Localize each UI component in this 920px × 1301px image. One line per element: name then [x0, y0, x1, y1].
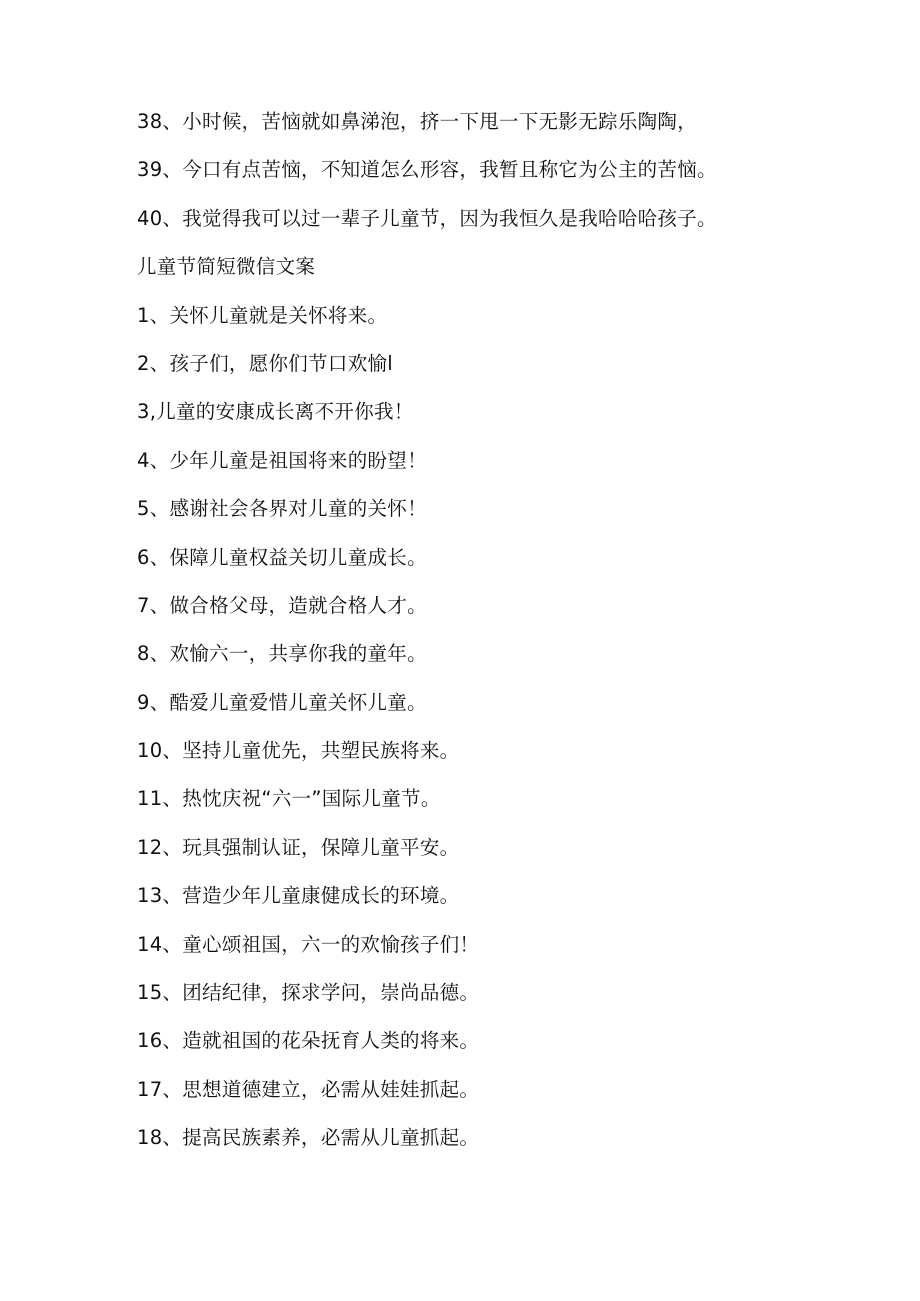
- section-heading: 儿童节简短微信文案: [137, 255, 316, 279]
- list-item: 12、玩具强制认证，保障儿童平安。: [137, 835, 460, 859]
- text-line-40: 40、我觉得我可以过一辈子儿童节，因为我恒久是我哈哈哈孩子。: [137, 206, 717, 230]
- list-item: 10、坚持儿童优先，共塑民族将来。: [137, 739, 460, 763]
- list-item: 16、造就祖国的花朵抚育人类的将来。: [137, 1029, 480, 1053]
- list-item: 6、保障儿童权益关切儿童成长。: [137, 545, 427, 569]
- list-item: 15、团结纪律，探求学问，崇尚品德。: [137, 981, 480, 1005]
- list-item: 18、提高民族素养，必需从儿童抓起。: [137, 1126, 480, 1150]
- list-item: 11、热忱庆祝“六一”国际儿童节。: [137, 787, 441, 811]
- list-item: 14、童心颂祖国，六一的欢愉孩子们！: [137, 932, 480, 956]
- list-item: 1、关怀儿童就是关怀将来。: [137, 303, 388, 327]
- list-item: 4、少年儿童是祖国将来的盼望！: [137, 448, 427, 472]
- list-item: 7、做合格父母，造就合格人才。: [137, 593, 427, 617]
- list-item: 9、酷爱儿童爱惜儿童关怀儿童。: [137, 690, 427, 714]
- document-body: [137, 98, 877, 1163]
- text-line-38: 38、小时候，苦恼就如鼻涕泡，挤一下甩一下无影无踪乐陶陶，: [137, 110, 698, 133]
- list-item: 8、欢愉六一，共享你我的童年。: [137, 642, 427, 666]
- list-item: 2、孩子们，愿你们节口欢愉l: [137, 351, 394, 375]
- list-item: 5、感谢社会各界对儿童的关怀！: [137, 497, 427, 521]
- list-item: 3,儿童的安康成长离不开你我！: [137, 400, 414, 424]
- list-item: 17、思想道德建立，必需从娃娃抓起。: [137, 1077, 480, 1101]
- list-item: 13、营造少年儿童康健成长的环境。: [137, 884, 460, 908]
- text-line-39: 39、今口有点苦恼，不知道怎么形容，我暂且称它为公主的苦恼。: [137, 158, 717, 182]
